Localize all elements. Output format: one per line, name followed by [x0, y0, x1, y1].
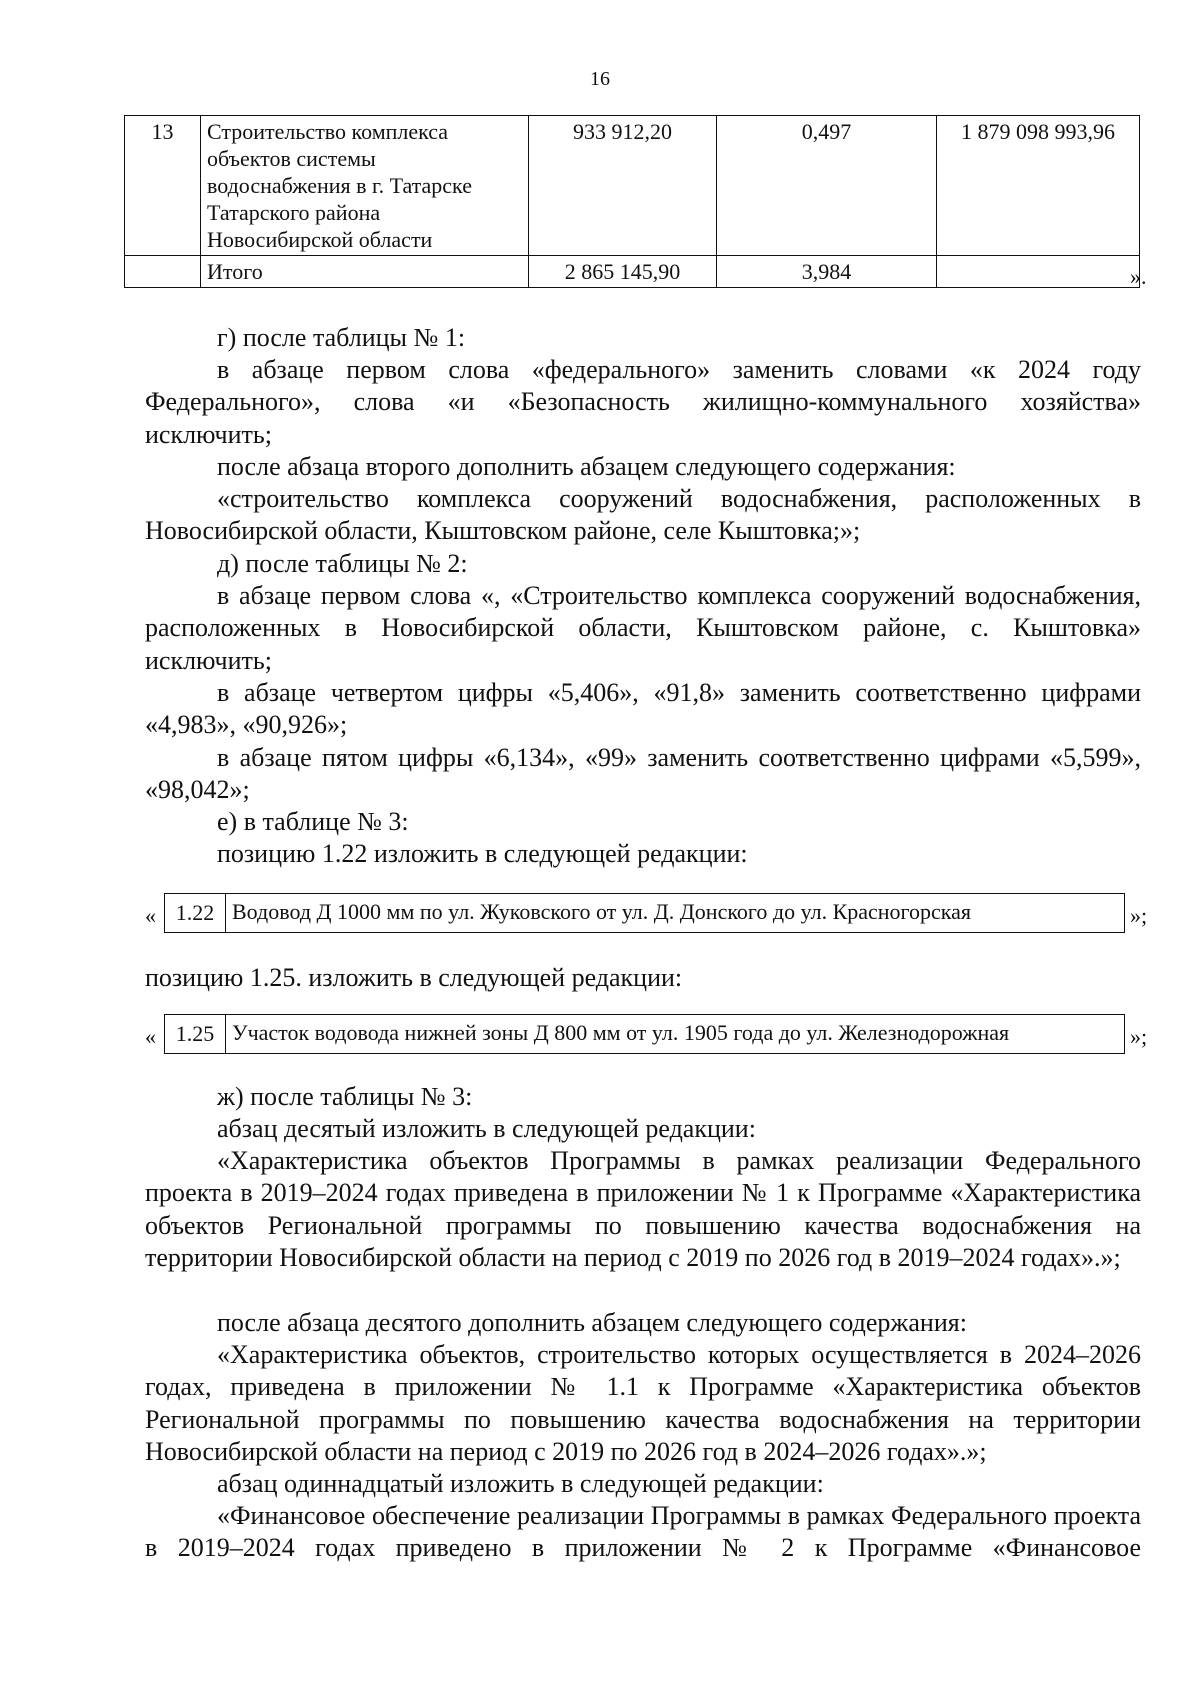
paragraph: в абзаце первом слова «федерального» заменить словами «к 2024 году Федерального», слова «и «Безопасность жилищно-коммунального хозяйства» исключить;: [145, 355, 1141, 449]
open-quote: «: [145, 1024, 156, 1049]
value-3: 1 879 098 993,96: [937, 116, 1140, 256]
close-quote: »;: [1130, 903, 1148, 928]
total-value-1: 2 865 145,90: [529, 256, 717, 288]
position-1-22-table: [164, 893, 1125, 933]
paragraph: ж) после таблицы № 3:: [217, 1082, 473, 1111]
paragraph: абзац десятый изложить в следующей редакции:: [217, 1114, 756, 1143]
paragraph: «Финансовое обеспечение реализации Программы в рамках Федерального проекта в 2019–2024 годах приведено в приложении № 2 к Программе «Финансовое: [145, 1501, 1141, 1563]
paragraph: позицию 1.22 изложить в следующей редакции:: [217, 839, 748, 868]
position-text: Участок водовода нижней зоны Д 800 мм от ул. 1905 года до ул. Железнодорожная: [232, 1020, 1010, 1045]
paragraph: позицию 1.25. изложить в следующей редакции:: [145, 963, 683, 992]
position-1-25-row: [145, 1014, 1148, 1054]
position-text: Водовод Д 1000 мм по ул. Жуковского от ул. Д. Донского до ул. Красногорская: [232, 899, 972, 924]
paragraph: «строительство комплекса сооружений водоснабжения, расположенных в Новосибирской области, Кыштовском районе, селе Кыштовка;»;: [145, 484, 1141, 546]
paragraph: «Характеристика объектов Программы в рамках реализации Федерального проекта в 2019–2024 годах приведена в приложении № 1 к Программе «Характеристика объектов Региональной программы по повышению качества водоснабжения на территории Новосибирской области на период с 2019 по 2026 год в 2019–2024 годах».»;: [145, 1146, 1141, 1272]
open-quote: «: [145, 903, 156, 928]
position-1-22-row: [145, 893, 1148, 933]
table-closing-quote: ».: [1130, 264, 1147, 289]
objects-table: [124, 115, 1190, 288]
paragraph: д) после таблицы № 2:: [217, 549, 468, 578]
object-name: Строительство комплекса объектов системы водоснабжения в г. Татарске Татарского района Новосибирской области: [201, 116, 529, 256]
paragraph: в абзаце первом слова «, «Строительство комплекса сооружений водоснабжения, расположенных в Новосибирской области, Кыштовском районе, с. Кыштовка» исключить;: [145, 581, 1141, 675]
total-value-3: [937, 256, 1140, 288]
paragraph: абзац одиннадцатый изложить в следующей редакции:: [217, 1469, 824, 1498]
paragraph: в абзаце пятом цифры «6,134», «99» заменить соответственно цифрами «5,599», «98,042»;: [145, 743, 1141, 805]
close-quote: »;: [1130, 1024, 1148, 1049]
page-number: 16: [590, 68, 610, 90]
position-1-25-table: [164, 1014, 1125, 1054]
table-row-total: [125, 256, 1191, 288]
value-2: 0,497: [717, 116, 937, 256]
position-number: 1.22: [165, 894, 226, 932]
row-number: 13: [125, 116, 201, 256]
position-number: 1.25: [165, 1015, 226, 1053]
paragraph: после абзаца второго дополнить абзацем следующего содержания:: [217, 452, 956, 481]
paragraph: е) в таблице № 3:: [217, 807, 409, 836]
paragraph: «Характеристика объектов, строительство которых осуществляется в 2024–2026 годах, приведена в приложении № 1.1 к Программе «Характеристика объектов Региональной программы по повышению качества водоснабжения на территории Новосибирской области на период с 2019 по 2026 год в 2024–2026 годах».»;: [145, 1340, 1141, 1466]
paragraph: после абзаца десятого дополнить абзацем следующего содержания:: [217, 1308, 967, 1337]
value-1: 933 912,20: [529, 116, 717, 256]
table-row: [125, 116, 1191, 256]
paragraph: г) после таблицы № 1:: [217, 323, 466, 352]
paragraph: в абзаце четвертом цифры «5,406», «91,8» заменить соответственно цифрами «4,983», «90,926»;: [145, 678, 1141, 740]
total-label: Итого: [201, 256, 529, 288]
total-value-2: 3,984: [717, 256, 937, 288]
row-number: [125, 256, 201, 288]
